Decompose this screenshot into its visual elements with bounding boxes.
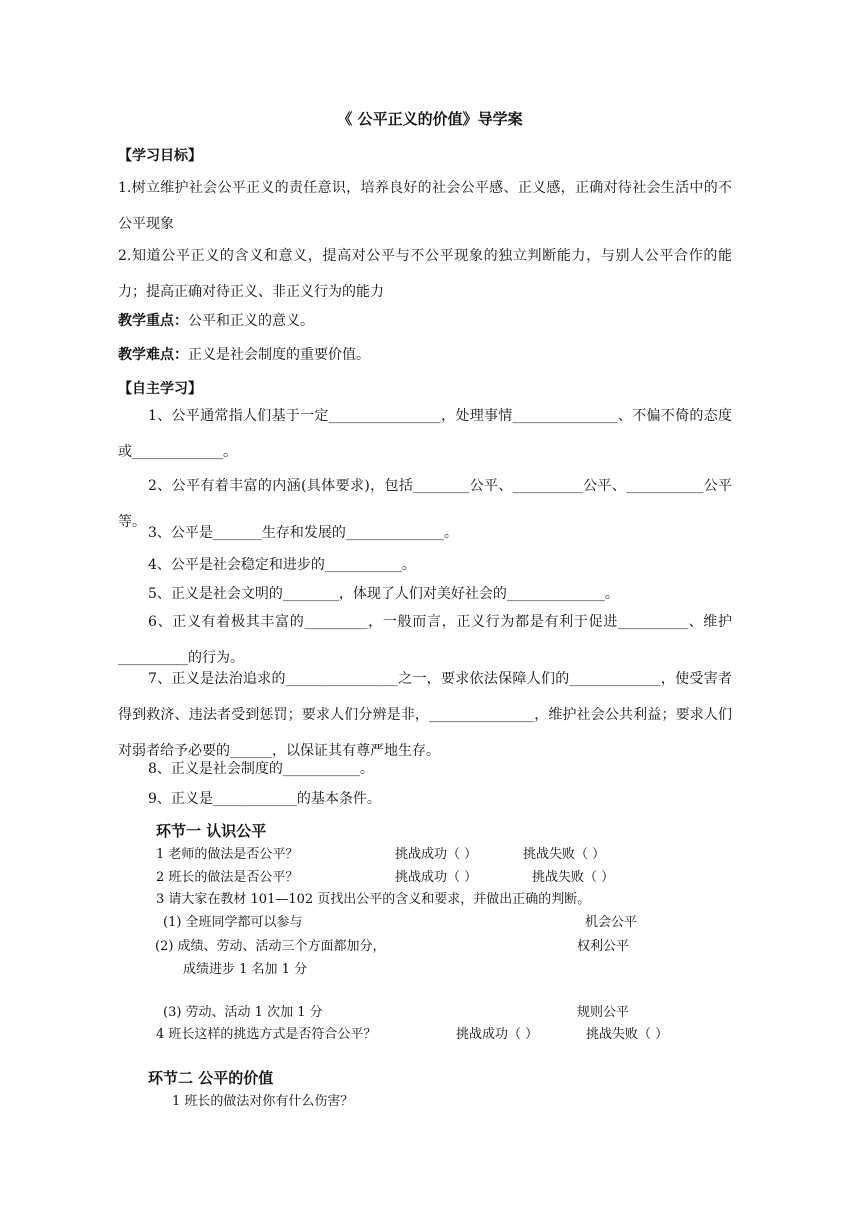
section1-q4-fail: 挑战失败（ ） [586, 1027, 669, 1042]
page-title: 《 公平正义的价值》导学案 [337, 110, 523, 128]
answer-1-left: (1) 全班同学都可以参与 [163, 915, 303, 930]
section1-q2-success: 挑战成功（ ） [395, 870, 478, 885]
section2-heading: 环节二 公平的价值 [148, 1069, 274, 1087]
self-study-q8: 8、正义是社会制度的___________。 [148, 761, 374, 777]
answer-2-continued: 成绩进步 1 名加 1 分 [183, 962, 308, 977]
section1-q2-fail: 挑战失败（ ） [532, 870, 615, 885]
section2-q1: 1 班长的做法对你有什么伤害？ [172, 1094, 354, 1109]
self-study-q4: 4、公平是社会稳定和进步的___________。 [148, 557, 416, 573]
self-study-heading: 【自主学习】 [118, 381, 202, 397]
section1-heading: 环节一 认识公平 [156, 822, 267, 840]
answer-2-left: (2) 成绩、劳动、活动三个方面都加分， [155, 939, 386, 954]
teaching-difficulty [118, 338, 370, 373]
section1-q4: 4 班长这样的挑选方式是否符合公平？ [156, 1027, 377, 1042]
answer-1-right: 机会公平 [585, 915, 638, 930]
objective-item-1: 1.树立维护社会公平正义的责任意识，培养良好的社会公平感、正义感，正确对待社会生活中的不公平现象 [118, 180, 732, 232]
self-study-q3: 3、公平是_______生存和发展的______________。 [148, 525, 458, 541]
self-study-q6: 6、正义有着极其丰富的_________，一般而言，正义行为都是有利于促进__________、维护__________的行为。 [118, 614, 732, 666]
self-study-q5: 5、正义是社会文明的________，体现了人们对美好社会的______________。 [148, 586, 619, 602]
self-study-q2: 2、公平有着丰富的内涵(具体要求)，包括________公平、__________公平、___________公平等。 [118, 478, 732, 530]
answer-2-right: 权利公平 [577, 939, 630, 954]
section1-q1-success: 挑战成功（ ） [395, 847, 478, 862]
section1-q1-fail: 挑战失败（ ） [523, 847, 606, 862]
teaching-focus-text: 公平和正义的意义。 [188, 313, 314, 329]
answer-3-left: (3) 劳动、活动 1 次加 1 分 [163, 1005, 323, 1020]
self-study-q1: 1、公平通常指人们基于一定________________，处理事情_______________、不偏不倚的态度或_____________。 [118, 408, 732, 460]
objectives-heading: 【学习目标】 [118, 148, 202, 164]
section1-q1: 1 老师的做法是否公平？ [156, 847, 299, 862]
teaching-difficulty-text: 正义是社会制度的重要价值。 [188, 347, 370, 363]
objective-item-2: 2.知道公平正义的含义和意义，提高对公平与不公平现象的独立判断能力，与别人公平合作的能力；提高正确对待正义、非正义行为的能力 [118, 248, 732, 300]
self-study-q7: 7、正义是法治追求的________________之一，要求依法保障人们的_____________，使受害者得到救济、违法者受到惩罚；要求人们分辨是非，_______________，维护社会公共利益；要求人们对弱者给予必要的______，以保证其有尊严地生存。 [118, 671, 732, 759]
section1-q3: 3 请大家在教材 101—102 页找出公平的含义和要求，并做出正确的判断。 [156, 892, 591, 907]
teaching-focus-label: 教学重点： [118, 313, 188, 329]
answer-3-right: 规则公平 [577, 1005, 630, 1020]
section1-q4-success: 挑战成功（ ） [456, 1027, 539, 1042]
self-study-q9: 9、正义是____________的基本条件。 [148, 791, 381, 807]
teaching-difficulty-label: 教学难点： [118, 347, 188, 363]
teaching-focus [118, 304, 314, 339]
section1-q2: 2 班长的做法是否公平？ [156, 870, 299, 885]
